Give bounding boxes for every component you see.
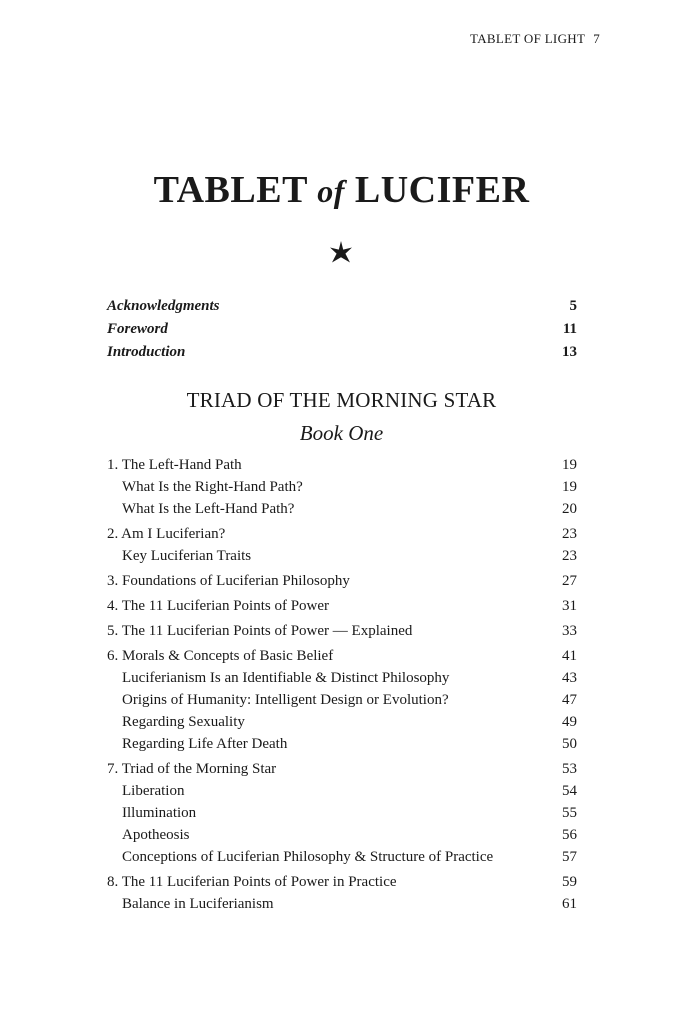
entry-page: 20 [562, 501, 577, 517]
toc-entry[interactable] [107, 457, 577, 479]
entry-page: 19 [562, 457, 577, 473]
toc-entry[interactable] [107, 526, 577, 548]
entry-label: 4. The 11 Luciferian Points of Power [107, 598, 330, 614]
entry-page: 31 [562, 598, 577, 614]
entry-label: What Is the Left-Hand Path? [122, 501, 295, 517]
toc-entry[interactable] [107, 501, 577, 523]
entry-label: 1. The Left-Hand Path [107, 457, 242, 473]
entry-page: 23 [562, 548, 577, 564]
front-matter-list [107, 298, 577, 367]
toc-entry[interactable] [107, 849, 577, 871]
section-title: TRIAD OF THE MORNING STAR [186, 388, 497, 412]
toc-entry-introduction[interactable] [107, 344, 577, 367]
page-number: 7 [593, 31, 600, 46]
toc-entry-foreword[interactable] [107, 321, 577, 344]
toc-entry[interactable] [107, 761, 577, 783]
entry-page: 54 [562, 783, 577, 799]
entry-page: 53 [562, 761, 577, 777]
entry-label: Luciferianism Is an Identifiable & Distinct Philosophy [122, 670, 450, 686]
entry-page: 23 [562, 526, 577, 542]
entry-label: Apotheosis [122, 827, 190, 843]
toc-entry[interactable] [107, 623, 577, 645]
table-of-contents [107, 457, 577, 918]
entry-page: 49 [562, 714, 577, 730]
entry-page: 41 [562, 648, 577, 664]
entry-page: 47 [562, 692, 577, 708]
entry-label: 5. The 11 Luciferian Points of Power — Explained [107, 623, 413, 639]
star-icon [328, 240, 354, 266]
entry-page: 19 [562, 479, 577, 495]
toc-entry[interactable] [107, 479, 577, 501]
title-part-2: of [317, 173, 345, 209]
entry-label: Conceptions of Luciferian Philosophy & Structure of Practice [122, 849, 494, 865]
entry-page: 50 [562, 736, 577, 752]
entry-label: 7. Triad of the Morning Star [107, 761, 277, 777]
entry-page: 61 [562, 896, 577, 912]
entry-label: Balance in Luciferianism [122, 896, 274, 912]
entry-label: 6. Morals & Concepts of Basic Belief [107, 648, 334, 664]
entry-label: Introduction [107, 344, 186, 360]
page-title [0, 168, 683, 212]
entry-page: 57 [562, 849, 577, 865]
entry-page: 56 [562, 827, 577, 843]
entry-label: Liberation [122, 783, 185, 799]
toc-entry[interactable] [107, 714, 577, 736]
toc-entry[interactable] [107, 896, 577, 918]
toc-entry[interactable] [107, 670, 577, 692]
running-head-title: TABLET OF LIGHT [470, 31, 586, 46]
entry-label: 8. The 11 Luciferian Points of Power in Practice [107, 874, 397, 890]
entry-page: 55 [562, 805, 577, 821]
entry-label: What Is the Right-Hand Path? [122, 479, 303, 495]
toc-entry[interactable] [107, 692, 577, 714]
toc-entry[interactable] [107, 573, 577, 595]
entry-label: Acknowledgments [107, 298, 220, 314]
entry-page: 27 [562, 573, 577, 589]
toc-entry[interactable] [107, 598, 577, 620]
entry-label: Regarding Life After Death [122, 736, 288, 752]
toc-entry[interactable] [107, 783, 577, 805]
entry-label: Key Luciferian Traits [122, 548, 252, 564]
entry-label: 3. Foundations of Luciferian Philosophy [107, 573, 350, 589]
section-subtitle: Book One [299, 421, 384, 445]
entry-page: 13 [562, 344, 577, 360]
title-part-1: TABLET [153, 169, 318, 211]
entry-page: 33 [562, 623, 577, 639]
entry-label: Regarding Sexuality [122, 714, 245, 730]
toc-entry[interactable] [107, 548, 577, 570]
entry-label: Origins of Humanity: Intelligent Design or Evolution? [122, 692, 449, 708]
entry-page: 43 [562, 670, 577, 686]
toc-entry[interactable] [107, 874, 577, 896]
toc-entry[interactable] [107, 827, 577, 849]
entry-page: 59 [562, 874, 577, 890]
running-head [470, 31, 600, 47]
entry-page: 11 [562, 321, 577, 337]
entry-label: Foreword [107, 321, 168, 337]
entry-page: 5 [569, 298, 577, 314]
toc-entry[interactable] [107, 736, 577, 758]
title-part-3: LUCIFER [344, 169, 530, 211]
toc-entry-acknowledgments[interactable] [107, 298, 577, 321]
toc-entry[interactable] [107, 648, 577, 670]
entry-label: 2. Am I Luciferian? [107, 526, 226, 542]
entry-label: Illumination [122, 805, 197, 821]
toc-entry[interactable] [107, 805, 577, 827]
